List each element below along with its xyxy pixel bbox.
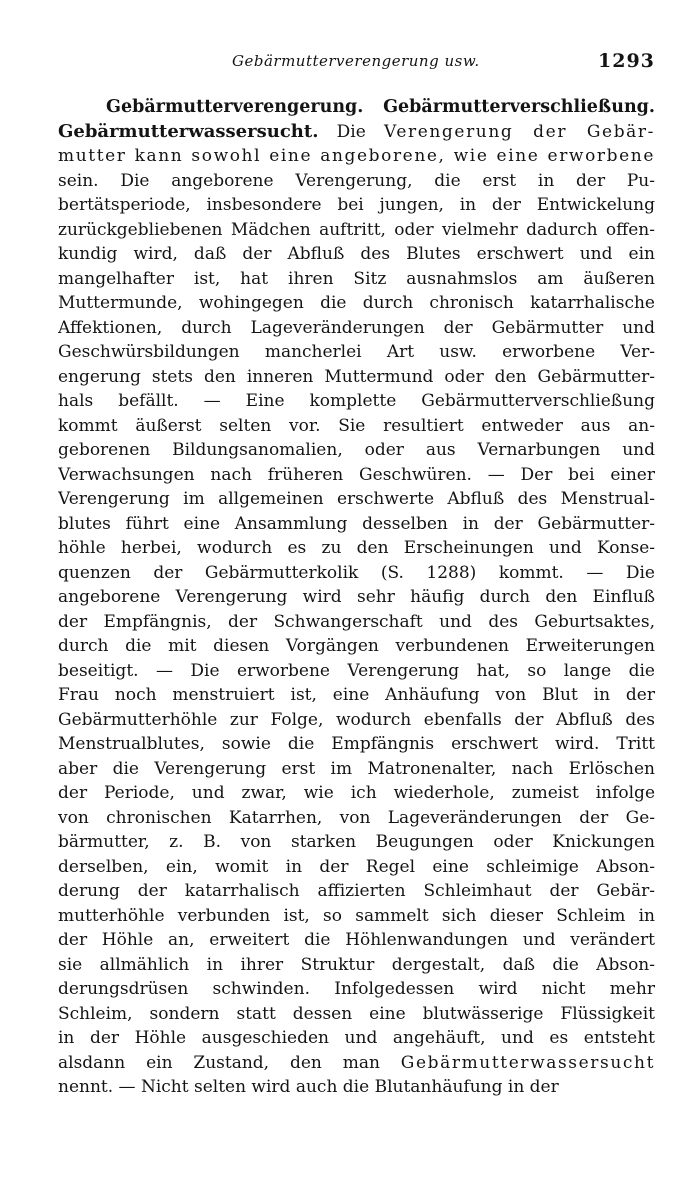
emphasized-text: mutter kann sowohl eine angeborene, wie eine erworbene xyxy=(58,146,655,166)
text-line xyxy=(58,757,655,782)
text-line xyxy=(58,340,655,365)
text-line xyxy=(58,781,655,806)
text-segment: aber die Verengerung erst im Matronenalter, nach Erlöschen xyxy=(58,758,655,779)
text-line xyxy=(58,1026,655,1051)
text-segment: derung der katarrhalisch affizierten Schleimhaut der Gebär- xyxy=(58,881,655,901)
text-segment: nennt. — Nicht selten wird auch die Blutanhäufung in der xyxy=(58,1077,559,1097)
text-line xyxy=(58,536,655,561)
text-segment: der Periode, und zwar, wie ich wiederhole, zumeist infolge xyxy=(58,783,655,803)
text-line xyxy=(58,487,655,512)
text-segment: Geschwürsbildungen mancherlei Art usw. erworbene Ver- xyxy=(58,342,655,362)
text-segment: sie allmählich in ihrer Struktur dergestalt, daß die Abson- xyxy=(58,954,655,975)
text-line xyxy=(58,169,655,194)
text-segment: durch die mit diesen Vorgängen verbundenen Erweiterungen xyxy=(58,636,655,656)
text-line xyxy=(58,806,655,831)
text-line xyxy=(58,1002,655,1027)
text-line xyxy=(58,977,655,1002)
text-segment: kommt äußerst selten vor. Sie resultiert entweder aus an- xyxy=(58,415,655,436)
text-segment: mangelhafter ist, hat ihren Sitz ausnahmslos am äußeren xyxy=(58,268,655,289)
text-segment: von chronischen Katarrhen, von Lageveränderungen der Ge- xyxy=(58,807,655,828)
text-line xyxy=(58,267,655,292)
text-line xyxy=(58,830,655,855)
text-line xyxy=(58,561,655,586)
text-line xyxy=(58,683,655,708)
text-line xyxy=(58,659,655,684)
emphasized-text: Verengerung der Gebär- xyxy=(384,121,655,142)
text-segment: Gebärmutterhöhle zur Folge, wodurch ebenfalls der Abfluß des xyxy=(58,709,655,730)
text-line xyxy=(58,291,655,316)
text-line xyxy=(58,732,655,757)
emphasized-text: Gebärmutterwassersucht xyxy=(400,1052,655,1073)
text-segment: Verengerung im allgemeinen erschwerte Abfluß des Menstrual- xyxy=(58,489,655,509)
text-segment: der Höhle an, erweitert die Höhlenwandungen und verändert xyxy=(58,930,655,950)
text-segment: engerung stets den inneren Muttermund oder den Gebärmutter- xyxy=(58,366,655,387)
text-line xyxy=(58,438,655,463)
text-line xyxy=(58,193,655,218)
text-segment: in der Höhle ausgeschieden und angehäuft, und es entsteht xyxy=(58,1028,655,1048)
text-line xyxy=(58,708,655,733)
text-line xyxy=(58,928,655,953)
heading-term: Gebärmutterwassersucht. xyxy=(58,120,319,142)
text-segment: bärmutter, z. B. von starken Beugungen oder Knickungen xyxy=(58,832,655,852)
text-segment: Frau noch menstruiert ist, eine Anhäufung von Blut in der xyxy=(58,685,655,705)
text-line xyxy=(58,634,655,659)
text-line xyxy=(58,144,655,169)
text-line xyxy=(58,389,655,414)
text-segment: hals befällt. — Eine komplette Gebärmutterverschließung xyxy=(58,391,655,411)
text-segment: mutterhöhle verbunden ist, so sammelt sich dieser Schleim in xyxy=(58,905,655,926)
running-title: Gebärmutterverengerung usw. xyxy=(232,52,480,70)
heading-term: Gebärmutterverengerung. Gebärmutterverschließung. xyxy=(106,97,655,117)
text-segment: geborenen Bildungsanomalien, oder aus Vernarbungen und xyxy=(58,440,655,460)
text-segment: bertätsperiode, insbesondere bei jungen, in der Entwickelung xyxy=(58,195,655,215)
text-line xyxy=(58,120,655,145)
text-line xyxy=(58,316,655,341)
text-segment: Schleim, sondern statt dessen eine blutwässerige Flüssigkeit xyxy=(58,1003,655,1024)
text-segment: kundig wird, daß der Abfluß des Blutes erschwert und ein xyxy=(58,244,655,264)
text-line xyxy=(58,218,655,243)
text-segment: Die xyxy=(318,121,385,142)
text-segment: beseitigt. — Die erworbene Verengerung hat, so lange die xyxy=(58,660,655,681)
page-number: 1293 xyxy=(598,50,655,72)
article-body xyxy=(58,95,655,1100)
text-segment: zurückgebliebenen Mädchen auftritt, oder vielmehr dadurch offen- xyxy=(58,219,655,240)
text-line xyxy=(58,610,655,635)
text-segment: quenzen der Gebärmutterkolik (S. 1288) kommt. — Die xyxy=(58,562,655,583)
text-segment: sein. Die angeborene Verengerung, die erst in der Pu- xyxy=(58,170,655,191)
running-head xyxy=(0,50,695,80)
text-line xyxy=(58,463,655,488)
text-line xyxy=(58,1051,655,1076)
text-line xyxy=(58,953,655,978)
text-line xyxy=(58,365,655,390)
text-segment: angeborene Verengerung wird sehr häufig durch den Einfluß xyxy=(58,587,655,607)
text-line xyxy=(58,585,655,610)
text-line xyxy=(58,414,655,439)
text-segment: Muttermunde, wohingegen die durch chronisch katarrhalische xyxy=(58,293,655,313)
text-segment: derselben, ein, womit in der Regel eine schleimige Abson- xyxy=(58,856,655,877)
text-segment: Verwachsungen nach früheren Geschwüren. — Der bei einer xyxy=(58,464,655,485)
text-segment: Affektionen, durch Lageveränderungen der Gebärmutter und xyxy=(58,317,655,338)
text-segment: höhle herbei, wodurch es zu den Erscheinungen und Konse- xyxy=(58,538,655,558)
text-segment: der Empfängnis, der Schwangerschaft und des Geburtsaktes, xyxy=(58,611,655,632)
text-segment: alsdann ein Zustand, den man xyxy=(58,1052,401,1073)
text-segment: Menstrualblutes, sowie die Empfängnis erschwert wird. Tritt xyxy=(58,734,655,754)
text-line xyxy=(58,242,655,267)
article-heading-line xyxy=(58,95,655,120)
text-line xyxy=(58,879,655,904)
text-line xyxy=(58,1075,655,1100)
text-line xyxy=(58,512,655,537)
text-line xyxy=(58,904,655,929)
text-segment: derungsdrüsen schwinden. Infolgedessen wird nicht mehr xyxy=(58,979,655,999)
text-line xyxy=(58,855,655,880)
text-segment: blutes führt eine Ansammlung desselben in der Gebärmutter- xyxy=(58,513,655,534)
